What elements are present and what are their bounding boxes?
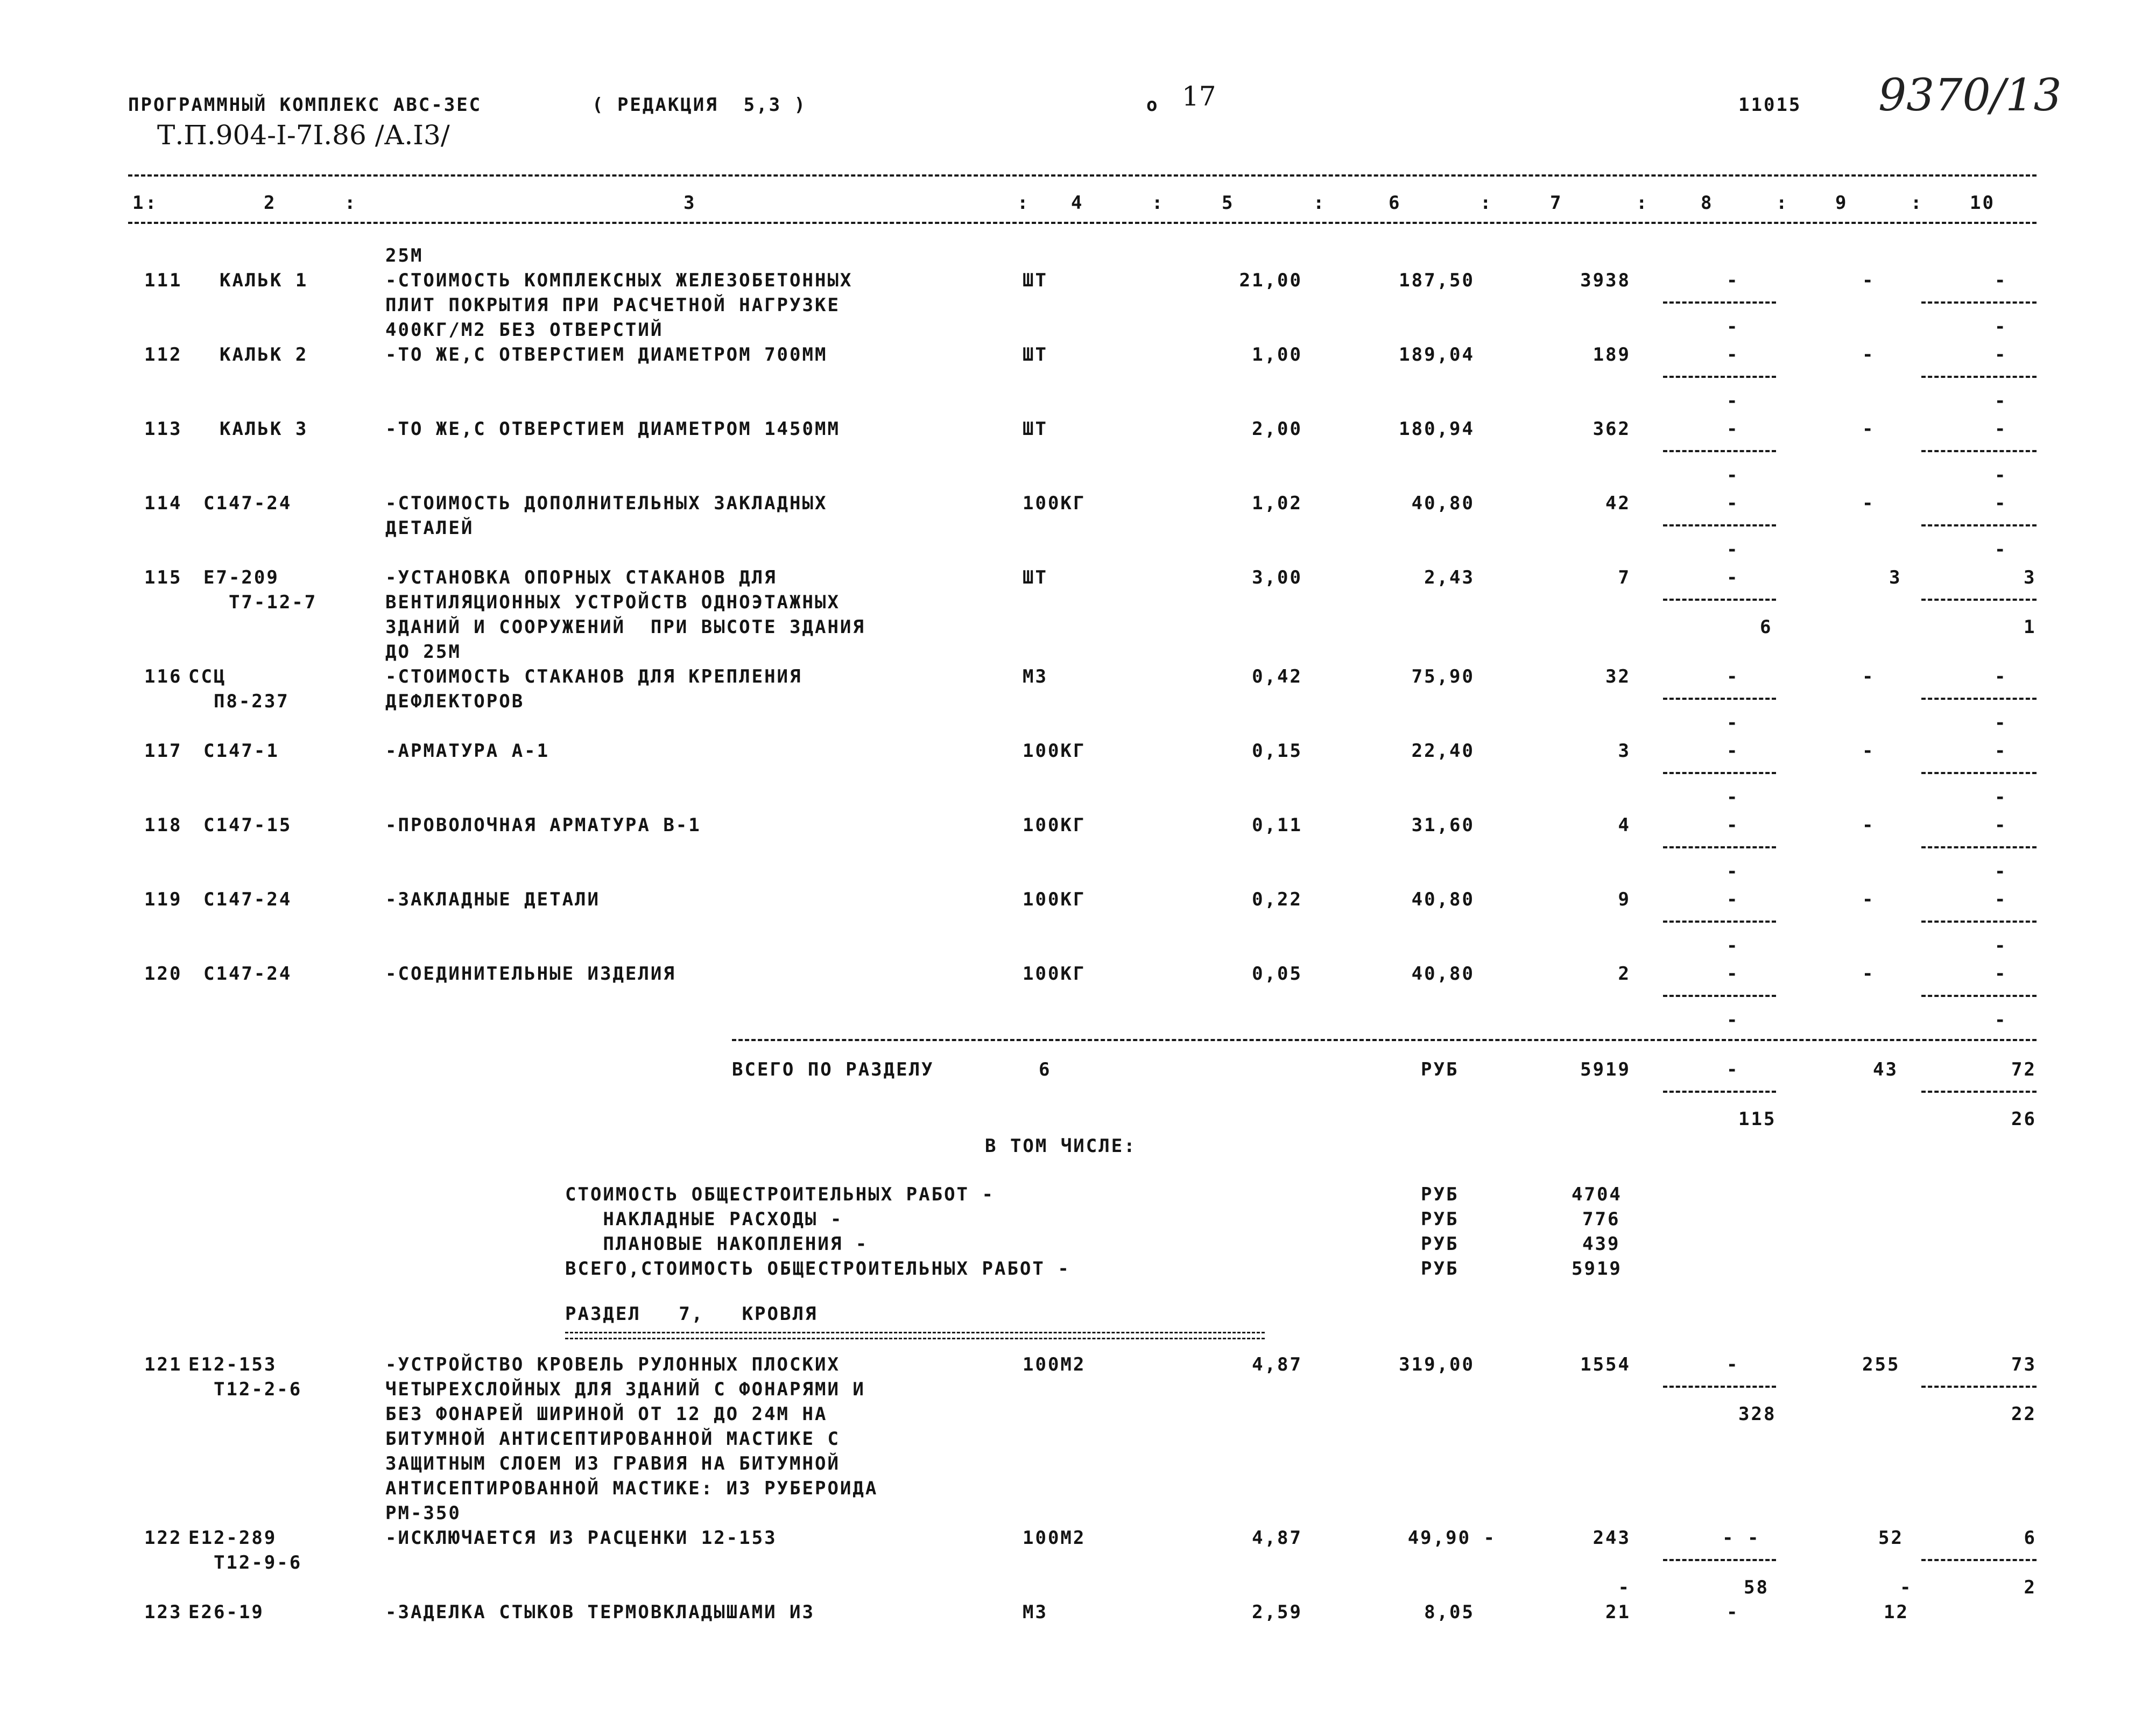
row-code: КАЛЬК 3 xyxy=(220,418,308,440)
including-title: В ТОМ ЧИСЛЕ: xyxy=(985,1135,1137,1157)
row-col10-sub: 22 xyxy=(2011,1403,2037,1425)
row-col10-sub: 1 xyxy=(2024,616,2037,638)
header-rule-bottom xyxy=(128,222,2037,224)
row-total-sub: - xyxy=(1618,1577,1631,1598)
row-col9: - xyxy=(1862,418,1875,440)
row-description: -УСТАНОВКА ОПОРНЫХ СТАКАНОВ ДЛЯ ВЕНТИЛЯЦИОННЫХ УСТРОЙСТВ ОДНОЭТАЖНЫХ ЗДАНИЙ И СООРУЖЕНИЙ ПРИ ВЫСОТЕ ЗДАНИЯ ДО 25М xyxy=(385,567,865,663)
row-unit-price: 8,05 xyxy=(1424,1601,1475,1623)
row-col10: - xyxy=(1995,963,2007,985)
row-col9: 3 xyxy=(1889,567,1902,588)
row-col10: - xyxy=(1995,418,2007,440)
column-sep: : xyxy=(1152,192,1165,214)
row-col8: - xyxy=(1727,889,1739,910)
row-unit-price: 187,50 xyxy=(1399,270,1475,291)
col10-rule xyxy=(1921,995,2037,997)
dash-mark: - xyxy=(1727,1009,1738,1031)
row-unit: ШТ xyxy=(1023,418,1048,440)
row-col9: 255 xyxy=(1862,1354,1900,1375)
column-sep: : xyxy=(1776,192,1789,214)
row-quantity: 3,00 xyxy=(1252,567,1302,588)
row-description: -АРМАТУРА А-1 xyxy=(385,740,550,762)
dash-mark: - xyxy=(1995,786,2006,808)
row-unit: 100КГ xyxy=(1023,740,1086,762)
dash-mark: - xyxy=(1727,316,1738,338)
row-unit: 100КГ xyxy=(1023,963,1086,985)
col10-rule xyxy=(1921,1386,2037,1388)
row-description: -ИСКЛЮЧАЕТСЯ ИЗ РАСЦЕНКИ 12-153 xyxy=(385,1527,777,1549)
dash-mark: - xyxy=(1727,465,1738,486)
section-total-unit: РУБ xyxy=(1421,1059,1459,1080)
column-header-3: 3 xyxy=(684,192,696,214)
row-col9: - xyxy=(1862,963,1875,985)
row-quantity: 2,00 xyxy=(1252,418,1302,440)
row-total: 42 xyxy=(1605,493,1631,514)
row-number: 114 xyxy=(144,493,182,514)
including-label: СТОИМОСТЬ ОБЩЕСТРОИТЕЛЬНЫХ РАБОТ - xyxy=(565,1184,995,1205)
row-total: 9 xyxy=(1618,889,1631,910)
column-header-10: 10 xyxy=(1970,192,1995,214)
col10-rule xyxy=(1921,1559,2037,1561)
row-total: 32 xyxy=(1605,666,1631,687)
col8-rule xyxy=(1663,846,1776,848)
dash-mark: - xyxy=(1995,465,2006,486)
row-col8-sub: 6 xyxy=(1760,616,1773,638)
column-sep: : xyxy=(344,192,357,214)
row-unit: М3 xyxy=(1023,1601,1048,1623)
col10-rule xyxy=(1921,772,2037,774)
row-number: 111 xyxy=(144,270,182,291)
row-quantity: 21,00 xyxy=(1239,270,1302,291)
row-unit: ШТ xyxy=(1023,567,1048,588)
including-unit: РУБ xyxy=(1421,1233,1459,1255)
dash-mark: - xyxy=(1727,861,1738,882)
row-col8-sub: 58 xyxy=(1744,1577,1769,1598)
dash-mark: - xyxy=(1995,861,2006,882)
col8-rule xyxy=(1663,921,1776,923)
including-label: НАКЛАДНЫЕ РАСХОДЫ - xyxy=(565,1209,843,1230)
row-code: ССЦ П8-237 xyxy=(188,666,290,712)
section-total-col10-sub: 26 xyxy=(2011,1108,2037,1130)
row-col8: - xyxy=(1727,1354,1739,1375)
row-col9: - xyxy=(1862,666,1875,687)
row-quantity: 2,59 xyxy=(1252,1601,1302,1623)
section-title: РАЗДЕЛ 7, КРОВЛЯ xyxy=(565,1303,818,1325)
column-header-7: 7 xyxy=(1550,192,1563,214)
row-unit: ШТ xyxy=(1023,270,1048,291)
row-unit-price: 31,60 xyxy=(1411,814,1475,836)
row-description: 25М -СТОИМОСТЬ КОМПЛЕКСНЫХ ЖЕЛЕЗОБЕТОННЫХ ПЛИТ ПОКРЫТИЯ ПРИ РАСЧЕТНОЙ НАГРУЗКЕ 400КГ/М2 БЕЗ ОТВЕРСТИЙ xyxy=(385,245,853,341)
dash-mark: - xyxy=(1995,1009,2006,1031)
column-header-1: 1 xyxy=(132,192,145,214)
row-code: С147-15 xyxy=(203,814,292,836)
col10-rule xyxy=(1921,698,2037,700)
row-col10: 3 xyxy=(2024,567,2037,588)
row-number: 115 xyxy=(144,567,182,588)
dash-mark: - xyxy=(1995,539,2006,560)
row-total: 3 xyxy=(1618,740,1631,762)
row-total: 21 xyxy=(1605,1601,1631,1623)
row-description: -СОЕДИНИТЕЛЬНЫЕ ИЗДЕЛИЯ xyxy=(385,963,676,985)
dash-mark: - xyxy=(1727,390,1738,412)
dash-mark: - xyxy=(1727,712,1738,734)
col10-rule xyxy=(1921,846,2037,848)
row-number: 120 xyxy=(144,963,182,985)
row-col8: - xyxy=(1727,418,1739,440)
row-number: 118 xyxy=(144,814,182,836)
row-col9: 52 xyxy=(1878,1527,1904,1549)
row-description: -УСТРОЙСТВО КРОВЕЛЬ РУЛОННЫХ ПЛОСКИХ ЧЕТЫРЕХСЛОЙНЫХ ДЛЯ ЗДАНИЙ С ФОНАРЯМИ И БЕЗ ФОНАРЕЙ ШИРИНОЙ ОТ 12 ДО 24М НА БИТУМНОЙ АНТИСЕПТИРОВАННОЙ МАСТИКЕ С ЗАЩИТНЫМ СЛОЕМ ИЗ ГРАВИЯ НА БИТУМНОЙ АНТИСЕПТИРОВАННОЙ МАСТИКЕ: ИЗ РУБЕРОИДА РМ-350 xyxy=(385,1354,878,1524)
row-unit: 100КГ xyxy=(1023,814,1086,836)
row-quantity: 0,15 xyxy=(1252,740,1302,762)
row-code: С147-24 xyxy=(203,963,292,985)
row-col8: - xyxy=(1727,666,1739,687)
row-col10-sub: 2 xyxy=(2024,1577,2037,1598)
page-number: 17 xyxy=(1182,81,1216,112)
dash-mark: - xyxy=(1995,316,2006,338)
col8-rule xyxy=(1663,1091,1776,1093)
document-code: 11015 xyxy=(1738,94,1802,116)
column-sep: : xyxy=(1480,192,1493,214)
row-number: 112 xyxy=(144,344,182,366)
row-total: 7 xyxy=(1618,567,1631,588)
row-unit-price: 40,80 xyxy=(1411,889,1475,910)
row-quantity: 4,87 xyxy=(1252,1354,1302,1375)
dash-mark: - xyxy=(1995,712,2006,734)
header-rule-top xyxy=(128,174,2037,177)
row-quantity: 1,02 xyxy=(1252,493,1302,514)
row-number: 117 xyxy=(144,740,182,762)
row-total: 1554 xyxy=(1580,1354,1631,1375)
row-total: 189 xyxy=(1593,344,1631,366)
section-total-col8: - xyxy=(1727,1059,1739,1080)
column-sep: : xyxy=(145,192,158,214)
col8-rule xyxy=(1663,1386,1776,1388)
page-marker: o xyxy=(1146,94,1159,116)
row-unit: ШТ xyxy=(1023,344,1048,366)
including-value: 776 xyxy=(1582,1209,1620,1230)
section-total-number: 6 xyxy=(1039,1059,1052,1080)
section-total-col9: 43 xyxy=(1873,1059,1898,1080)
section-total-col10: 72 xyxy=(2011,1059,2037,1080)
row-total: 2 xyxy=(1618,963,1631,985)
col8-rule xyxy=(1663,995,1776,997)
row-col9: 12 xyxy=(1884,1601,1909,1623)
col8-rule xyxy=(1663,376,1776,378)
row-col8-sub: 328 xyxy=(1738,1403,1777,1425)
row-unit-price: 22,40 xyxy=(1411,740,1475,762)
col10-rule xyxy=(1921,450,2037,452)
column-header-9: 9 xyxy=(1835,192,1848,214)
project-code: Т.П.904-I-7I.86 /А.I3/ xyxy=(157,120,450,151)
row-unit-price: 49,90 - xyxy=(1407,1527,1496,1549)
total-rule xyxy=(732,1039,2037,1041)
including-value: 5919 xyxy=(1572,1258,1622,1280)
row-col8: - xyxy=(1727,270,1739,291)
dash-mark: - xyxy=(1727,935,1738,957)
row-unit: 100М2 xyxy=(1023,1527,1086,1549)
row-number: 116 xyxy=(144,666,182,687)
row-col8: - xyxy=(1727,740,1739,762)
row-code: Е7-209 Т7-12-7 xyxy=(203,567,318,613)
row-col9: - xyxy=(1862,270,1875,291)
col10-rule xyxy=(1921,301,2037,304)
column-sep: : xyxy=(1636,192,1649,214)
row-col10: - xyxy=(1995,493,2007,514)
row-col8: - xyxy=(1727,814,1739,836)
col10-rule xyxy=(1921,1091,2037,1093)
row-total: 243 xyxy=(1593,1527,1631,1549)
edition: ( РЕДАКЦИЯ 5,3 ) xyxy=(592,94,807,116)
section-total-label: ВСЕГО ПО РАЗДЕЛУ xyxy=(732,1059,934,1080)
including-unit: РУБ xyxy=(1421,1184,1459,1205)
row-code: С147-1 xyxy=(203,740,279,762)
col10-rule xyxy=(1921,599,2037,601)
row-quantity: 4,87 xyxy=(1252,1527,1302,1549)
section-total-value: 5919 xyxy=(1580,1059,1631,1080)
dash-mark: - xyxy=(1727,786,1738,808)
row-col10: 6 xyxy=(2024,1527,2037,1549)
row-col9-sub: - xyxy=(1900,1577,1913,1598)
row-total: 362 xyxy=(1593,418,1631,440)
row-total: 4 xyxy=(1618,814,1631,836)
including-value: 4704 xyxy=(1572,1184,1622,1205)
row-col10: - xyxy=(1995,270,2007,291)
row-number: 119 xyxy=(144,889,182,910)
row-unit: 100М2 xyxy=(1023,1354,1086,1375)
row-col9: - xyxy=(1862,740,1875,762)
col8-rule xyxy=(1663,450,1776,452)
column-sep: : xyxy=(1911,192,1924,214)
column-header-4: 4 xyxy=(1071,192,1084,214)
row-col9: - xyxy=(1862,493,1875,514)
column-sep: : xyxy=(1017,192,1030,214)
row-code: Е12-289 Т12-9-6 xyxy=(188,1527,302,1573)
column-header-2: 2 xyxy=(264,192,277,214)
row-quantity: 0,22 xyxy=(1252,889,1302,910)
including-unit: РУБ xyxy=(1421,1209,1459,1230)
including-label: ПЛАНОВЫЕ НАКОПЛЕНИЯ - xyxy=(565,1233,869,1255)
col8-rule xyxy=(1663,1559,1776,1561)
col8-rule xyxy=(1663,599,1776,601)
row-code: КАЛЬК 2 xyxy=(220,344,308,366)
row-quantity: 0,05 xyxy=(1252,963,1302,985)
row-unit: 100КГ xyxy=(1023,889,1086,910)
row-col8: - xyxy=(1727,1601,1739,1623)
including-label: ВСЕГО,СТОИМОСТЬ ОБЩЕСТРОИТЕЛЬНЫХ РАБОТ - xyxy=(565,1258,1070,1280)
row-code: С147-24 xyxy=(203,493,292,514)
column-header-8: 8 xyxy=(1701,192,1714,214)
row-number: 123 xyxy=(144,1601,182,1623)
row-code: Е26-19 xyxy=(188,1601,264,1623)
section-title-underline xyxy=(565,1332,1265,1339)
row-description: -СТОИМОСТЬ ДОПОЛНИТЕЛЬНЫХ ЗАКЛАДНЫХ ДЕТАЛЕЙ xyxy=(385,493,828,539)
section-total-col8-sub: 115 xyxy=(1738,1108,1777,1130)
including-unit: РУБ xyxy=(1421,1258,1459,1280)
including-value: 439 xyxy=(1582,1233,1620,1255)
row-description: -ПРОВОЛОЧНАЯ АРМАТУРА В-1 xyxy=(385,814,701,836)
row-code: Е12-153 Т12-2-6 xyxy=(188,1354,302,1400)
row-description: -ЗАКЛАДНЫЕ ДЕТАЛИ xyxy=(385,889,600,910)
row-code: КАЛЬК 1 xyxy=(220,270,308,291)
row-number: 122 xyxy=(144,1527,182,1549)
row-col10: - xyxy=(1995,814,2007,836)
row-description: -ТО ЖЕ,С ОТВЕРСТИЕМ ДИАМЕТРОМ 700ММ xyxy=(385,344,828,366)
row-col8: - - xyxy=(1722,1527,1760,1549)
dash-mark: - xyxy=(1727,539,1738,560)
row-col9: - xyxy=(1862,344,1875,366)
col8-rule xyxy=(1663,524,1776,526)
row-col10: - xyxy=(1995,666,2007,687)
row-unit-price: 2,43 xyxy=(1424,567,1475,588)
row-quantity: 0,11 xyxy=(1252,814,1302,836)
row-col8: - xyxy=(1727,567,1739,588)
row-number: 113 xyxy=(144,418,182,440)
col10-rule xyxy=(1921,524,2037,526)
col8-rule xyxy=(1663,698,1776,700)
column-sep: : xyxy=(1313,192,1326,214)
row-unit-price: 180,94 xyxy=(1399,418,1475,440)
column-header-6: 6 xyxy=(1389,192,1401,214)
col10-rule xyxy=(1921,921,2037,923)
row-col10: 73 xyxy=(2011,1354,2037,1375)
dash-mark: - xyxy=(1995,935,2006,957)
dash-mark: - xyxy=(1995,390,2006,412)
row-unit: М3 xyxy=(1023,666,1048,687)
row-description: -ТО ЖЕ,С ОТВЕРСТИЕМ ДИАМЕТРОМ 1450ММ xyxy=(385,418,840,440)
row-quantity: 0,42 xyxy=(1252,666,1302,687)
row-number: 121 xyxy=(144,1354,182,1375)
row-unit-price: 75,90 xyxy=(1411,666,1475,687)
row-description: -ЗАДЕЛКА СТЫКОВ ТЕРМОВКЛАДЫШАМИ ИЗ xyxy=(385,1601,815,1623)
row-unit-price: 319,00 xyxy=(1399,1354,1475,1375)
row-quantity: 1,00 xyxy=(1252,344,1302,366)
row-description: -СТОИМОСТЬ СТАКАНОВ ДЛЯ КРЕПЛЕНИЯ ДЕФЛЕКТОРОВ xyxy=(385,666,802,712)
row-unit-price: 40,80 xyxy=(1411,963,1475,985)
col8-rule xyxy=(1663,772,1776,774)
row-total: 3938 xyxy=(1580,270,1631,291)
col8-rule xyxy=(1663,301,1776,304)
row-col10: - xyxy=(1995,889,2007,910)
row-col9: - xyxy=(1862,889,1875,910)
row-code: С147-24 xyxy=(203,889,292,910)
program-title: ПРОГРАММНЫЙ КОМПЛЕКС АВС-3ЕС xyxy=(128,94,482,116)
row-unit: 100КГ xyxy=(1023,493,1086,514)
column-header-5: 5 xyxy=(1222,192,1235,214)
row-col8: - xyxy=(1727,963,1739,985)
row-col10: - xyxy=(1995,344,2007,366)
row-unit-price: 40,80 xyxy=(1411,493,1475,514)
col10-rule xyxy=(1921,376,2037,378)
row-col8: - xyxy=(1727,344,1739,366)
handwritten-number: 9370/13 xyxy=(1878,70,2062,121)
row-unit-price: 189,04 xyxy=(1399,344,1475,366)
row-col10: - xyxy=(1995,740,2007,762)
row-col8: - xyxy=(1727,493,1739,514)
row-col9: - xyxy=(1862,814,1875,836)
